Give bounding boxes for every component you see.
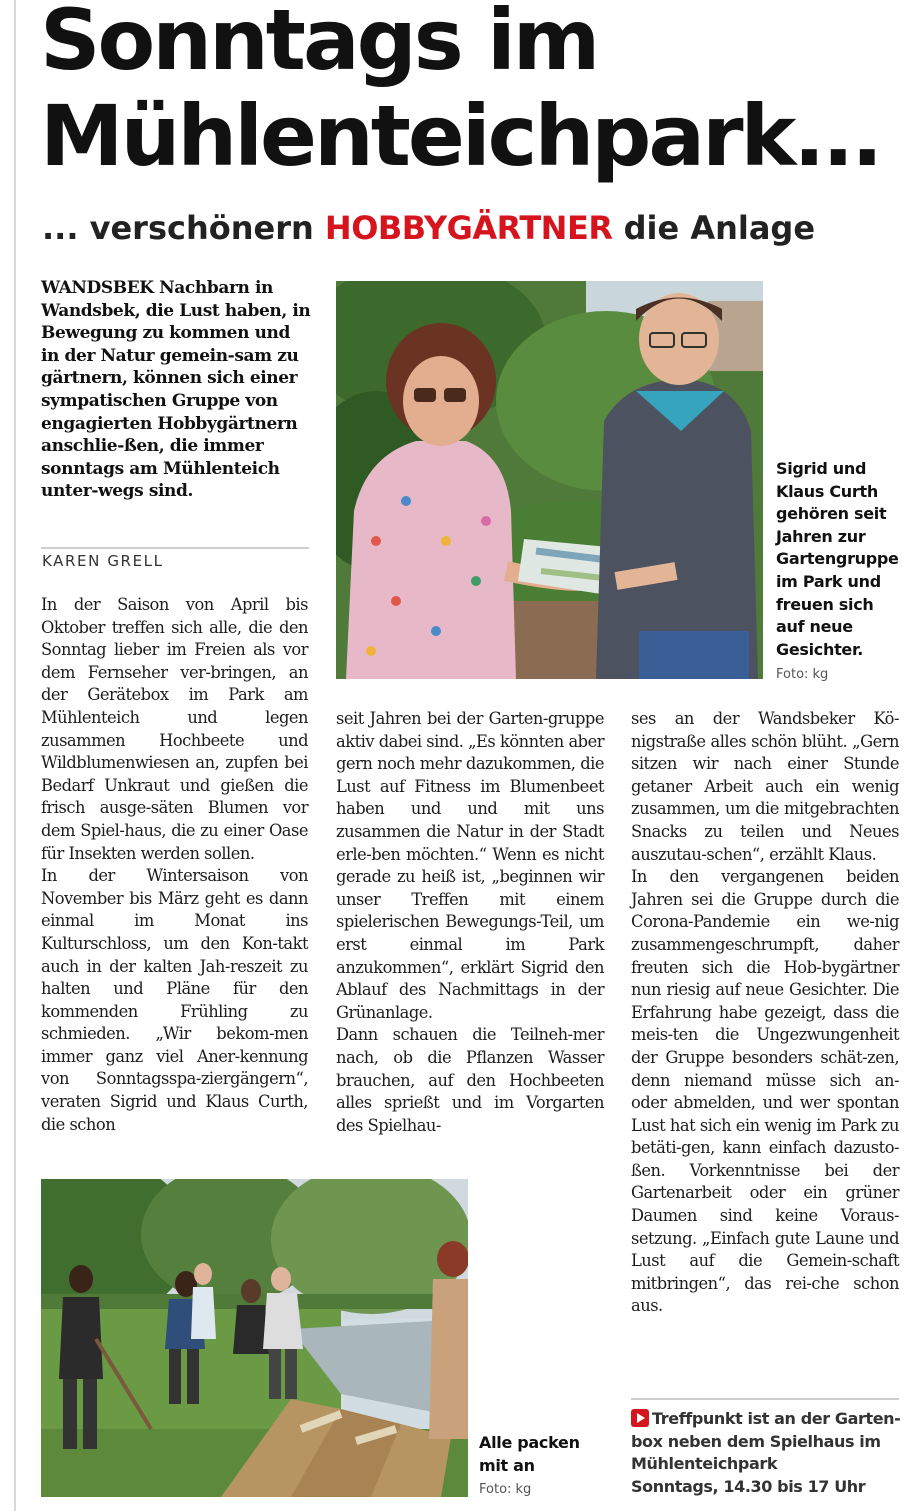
body-paragraph: seit Jahren bei der Garten-gruppe aktiv dabei sind. „Es könnten aber gern noch mehr dazukommen, die Lust auf Fitness im Blumenbeet haben und und mit uns zusammen die Natur in der Stadt erle-ben möchten.“ Wenn es nicht gerade zu heiß ist, „beginnen wir unser Treffen mit einem spielerischen Bewegungs-Teil, um erst einmal im Park anzukommen“, erklärt Sigrid den Ablauf des Nachmittags in der Grünanlage. [336, 709, 604, 1022]
headline: Sonntags im Mühlenteichpark... [40, 0, 881, 185]
body-paragraph: In den vergangenen beiden Jahren sei die Gruppe durch die Corona-Pandemie ein we-nig zusammengeschrumpft, daher freuten sich die Hob-bygärtner nun riesig auf neue Gesichter. Die Erfahrung habe gezeigt, dass die meis-ten die Ungezwungenheit der Gruppe besonders schät-zen, denn niemand müsse sich an- oder abmelden, und wer spontan Lust hat sich ein wenig im Park zu betäti-gen, kann einfach dazusto-ßen. Vorkenntnisse bei der Gartenarbeit oder ein grüner Daumen sind keine Voraus-setzung. „Einfach gute Laune und Lust auf die Gemein-schaft mitbringen“, das rei-che schon aus. [631, 867, 899, 1316]
play-icon [631, 1409, 649, 1427]
photo-group-gardening [41, 1179, 468, 1497]
body-paragraph: In der Saison von April bis Oktober treffen sich alle, die den Sonntag lieber im Freien als vor dem Fernseher ver-bringen, an der Gerätebox im Park am Mühlenteich und legen zusammen Hochbeete und Wildblumenwiesen an, zupfen bei Bedarf Unkraut und gießen die frisch ausge-säten Blumen vor dem Spiel-haus, die zu einer Oase für Insekten werden sollen. [41, 595, 308, 863]
photo-caption: Alle packen mit an [479, 1433, 580, 1475]
subheadline [42, 204, 815, 252]
infobox-text: Treffpunkt ist an der Garten-box neben dem Spielhaus im Mühlenteichpark [631, 1409, 901, 1474]
meeting-infobox [631, 1408, 906, 1498]
subhead-accent: HOBBYGÄRTNER [324, 209, 613, 247]
lead-paragraph: WANDSBEK Nachbarn in Wandsbek, die Lust haben, in Bewegung zu kommen und in der Natur gemein-sam zu gärtnern, können sich einer sympatischen Gruppe von engagierten Hobbygärtnern anschlie-ßen, die immer sonntags am Mühlenteich unter-wegs sind. [41, 278, 311, 502]
infobox-time: Sonntags, 14.30 bis 17 Uhr [631, 1476, 866, 1496]
infobox-divider [631, 1398, 899, 1400]
byline-divider [41, 547, 309, 549]
photo-sigrid-klaus [336, 281, 763, 679]
body-column-1 [41, 594, 308, 1136]
subhead-prefix: ... verschönern [42, 209, 325, 247]
body-column-3 [631, 708, 899, 1318]
subhead-suffix: die Anlage [612, 209, 816, 247]
body-paragraph: In der Wintersaison von November bis März geht es dann einmal im Monat ins Kulturschloss, um den Kon-takt auch in der kalten Jah-reszeit zu halten und Pläne für den kommenden Frühling zu schmieden. „Wir bekom-men immer ganz viel Aner-kennung von Sonntagsspa-ziergängern“, veraten Sigrid und Klaus Curth, die schon [41, 866, 308, 1134]
body-paragraph: Dann schauen die Teilneh-mer nach, ob die Pflanzen Wasser brauchen, auf den Hochbeeten alles sprießt und im Vorgarten des Spielhau- [336, 1025, 604, 1135]
photo-credit: Foto: kg [479, 1482, 532, 1497]
author-byline: KAREN GRELL [42, 552, 164, 570]
body-column-2 [336, 708, 604, 1137]
body-paragraph: ses an der Wandsbeker Kö-nigstraße alles schön blüht. „Gern sitzen wir nach einer Stunde getaner Arbeit auch ein wenig zusammen, um die mitgebrachten Snacks zu teilen und Neues auszutau-schen“, erzählt Klaus. [631, 709, 899, 864]
page-edge-rule [14, 0, 16, 1511]
photo-caption: Sigrid und Klaus Curth gehören seit Jahren zur Gartengruppe im Park und freuen sich auf neue Gesichter. [776, 459, 899, 659]
photo-credit: Foto: kg [776, 667, 829, 682]
